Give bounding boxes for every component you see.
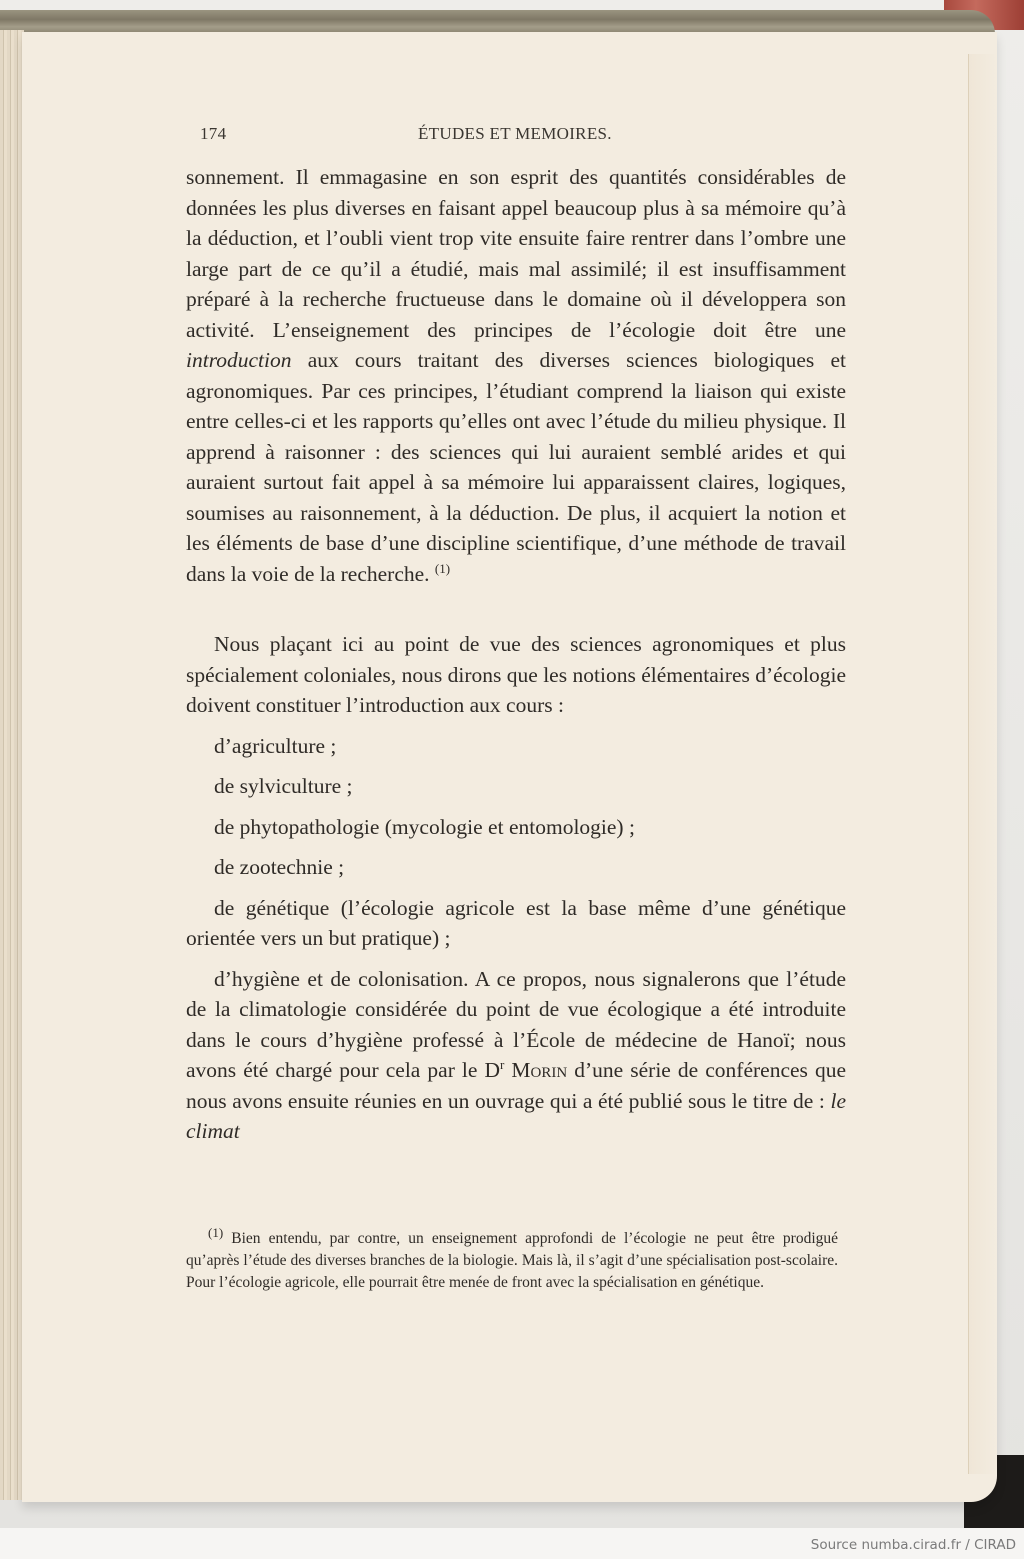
page-stack-edge (0, 30, 24, 1500)
footnotes (186, 1224, 838, 1294)
book-title: le climat (186, 1088, 846, 1143)
list-item: de génétique (l’écologie agricole est la base même d’une génétique orientée vers un but pratique) ; (186, 895, 846, 950)
next-page-edge (968, 54, 997, 1474)
main-text (186, 162, 846, 1147)
footnote: $^{(1)}$ Bien entendu, par contre, un enseignement approfondi de l’écologie ne peut être prodigué qu’après l’étude des diverses branches de la biologie. Mais là, il s’agit d’une spécialisation post-scolaire. Pour l’écologie agricole, elle pourrait être menée de front avec la spécialisation en génétique. (186, 1224, 838, 1291)
footnote-reference[interactable]: (1) (434, 560, 451, 576)
list-item: de zootechnie ; (214, 855, 345, 879)
list-item: d’agriculture ; (214, 733, 337, 758)
paragraph-continuation: sonnement. Il emmagasine en son esprit des quantités considérables de données les plus diverses en faisant appel beaucoup plus à sa mémoire qu’à la déduction, et l’oubli vient trop vite ensuite faire rentrer dans l’ombre une large part de ce qu’il a étudié, mais mal assimilé; il est insuffisamment préparé à la recherche fructueuse dans le domaine où il développera son activité. L’enseignement des principes de l’écologie doit être une introduction aux cours traitant des diverses sciences biologiques et agronomiques. Par ces principes, l’étudiant comprend la liaison qui existe entre celles-ci et les rapports qu’elles ont avec l’étude du milieu physique. Il apprend à raisonner : des sciences qui lui auraient semblé arides et qui auraient surtout fait appel à sa mémoire lui apparaissent claires, logiques, soumises au raisonnement, à la déduction. De plus, il acquiert la notion et les éléments de base d’une discipline scientifique, d’une méthode de travail dans la voie de la recherche. $^{(1)}$ (186, 165, 846, 586)
list-item: de phytopathologie (mycologie et entomologie) ; (214, 814, 635, 839)
footnote-marker: (1) (208, 1224, 224, 1240)
paragraph-intro-list: Nous plaçant ici au point de vue des sciences agronomiques et plus spécialement coloniales, nous dirons que les notions élémentaires d’écologie doivent constituer l’introduction aux cours : (186, 632, 846, 717)
running-header (0, 124, 1024, 148)
running-title: ÉTUDES ET MEMOIRES. (418, 124, 612, 143)
paragraph-spacer (186, 589, 846, 629)
paragraph-hygiene: d’hygiène et de colonisation. A ce propos, nous signalerons que l’étude de la climatologie considérée du point de vue écologique a été introduite dans le cours d’hygiène professé à l’École de médecine de Hanoï; nous avons été chargé pour cela par le $D^r$ Morin d’une série de conférences que nous avons ensuite réunies en un ouvrage qui a été publié sous le titre de : le climat (186, 966, 846, 1143)
list-item: de sylviculture ; (214, 774, 353, 798)
emphasis-introduction: introduction (186, 348, 292, 372)
author-name: Morin (504, 1058, 568, 1082)
book-binding-edge (0, 10, 995, 34)
page-number: 174 (200, 124, 227, 143)
source-credit: Source numba.cirad.fr / CIRAD (810, 1537, 1016, 1553)
